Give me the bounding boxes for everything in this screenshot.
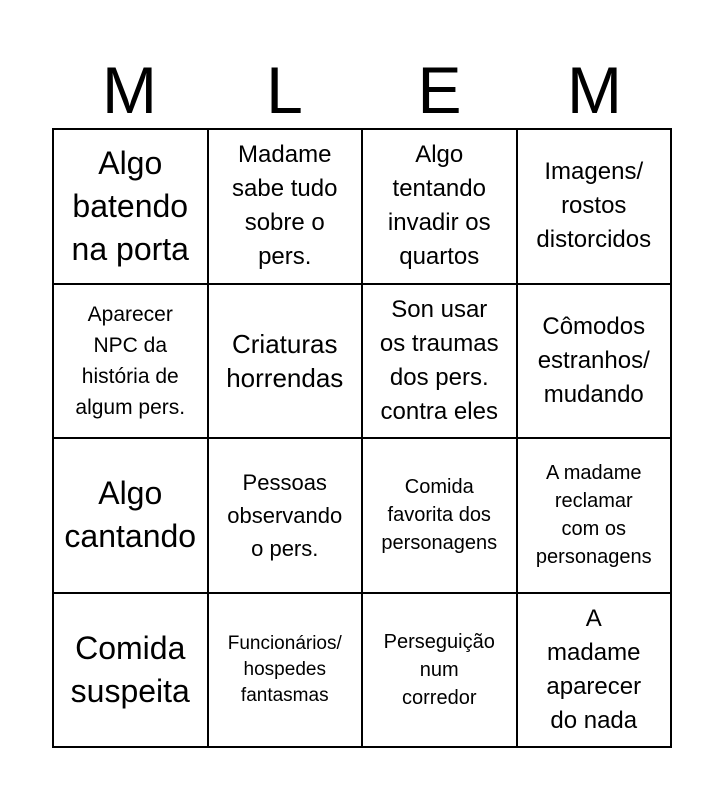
cell-text: Imagens/ rostos distorcidos: [536, 158, 652, 254]
header-letter-1: M: [102, 53, 157, 127]
cell-text: Madame sabe tudo sobre o pers.: [232, 141, 338, 271]
bingo-cell[interactable]: [209, 594, 364, 749]
header-letter-4: M: [567, 53, 622, 127]
cell-text: A madame reclamar com os personagens: [535, 462, 652, 569]
bingo-cell[interactable]: [209, 285, 364, 440]
cell-text: Algo tentando invadir os quartos: [387, 141, 491, 271]
bingo-header: [52, 52, 672, 128]
bingo-cell[interactable]: [363, 439, 518, 594]
cell-text: Algo batendo na porta: [71, 144, 189, 267]
cell-text: Comida suspeita: [70, 629, 190, 709]
cell-text: Cômodos estranhos/ mudando: [537, 312, 650, 408]
cell-text: Pessoas observando o pers.: [227, 469, 343, 561]
bingo-cell[interactable]: [518, 439, 673, 594]
bingo-cell[interactable]: [54, 285, 209, 440]
cell-text: Son usar os traumas dos pers. contra eles: [379, 295, 499, 425]
bingo-cell[interactable]: [363, 594, 518, 749]
cell-text: Comida favorita dos personagens: [381, 476, 498, 555]
bingo-cell[interactable]: [363, 130, 518, 285]
bingo-cell[interactable]: [54, 439, 209, 594]
bingo-cell[interactable]: [54, 130, 209, 285]
header-letter-2: L: [266, 53, 303, 127]
cell-text: Criaturas horrendas: [226, 328, 344, 393]
bingo-cell[interactable]: [54, 594, 209, 749]
bingo-cell[interactable]: [209, 130, 364, 285]
bingo-cell[interactable]: [363, 285, 518, 440]
header-letter-3: E: [417, 53, 462, 127]
bingo-cell[interactable]: [518, 130, 673, 285]
cell-text: Algo cantando: [64, 475, 197, 555]
bingo-cell[interactable]: [518, 594, 673, 749]
cell-text: Perseguição num corredor: [383, 630, 495, 709]
bingo-grid: [52, 128, 672, 748]
bingo-cell[interactable]: [209, 439, 364, 594]
cell-text: Aparecer NPC da história de algum pers.: [75, 302, 186, 419]
cell-text: Funcionários/ hospedes fantasmas: [227, 632, 342, 706]
bingo-cell[interactable]: [518, 285, 673, 440]
cell-text: A madame aparecer do nada: [546, 604, 642, 734]
